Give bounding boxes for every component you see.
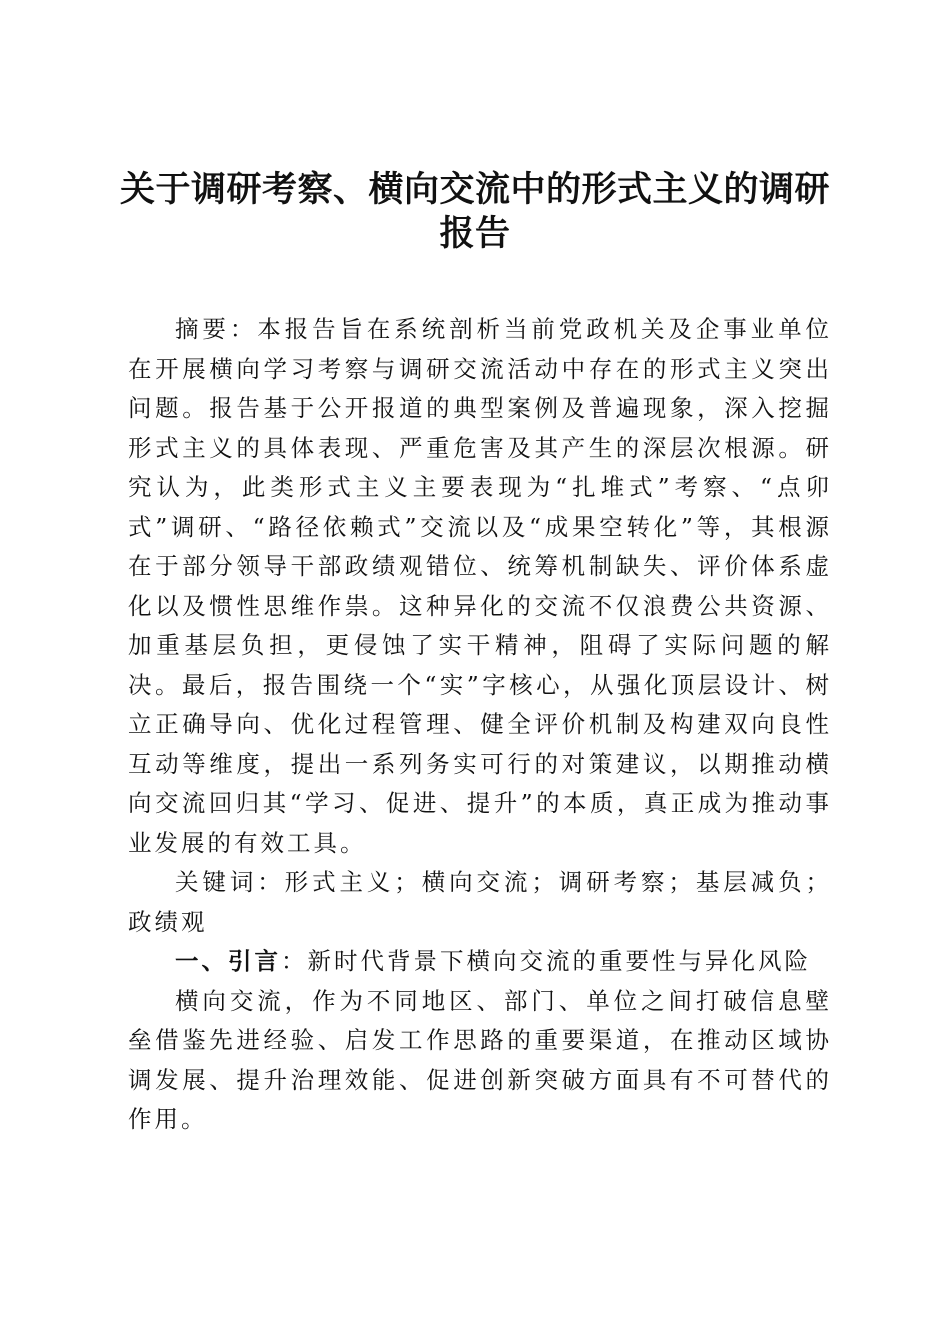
section-1-subtitle: ：新时代背景下横向交流的重要性与异化风险 [281, 947, 811, 975]
document-title [100, 168, 850, 256]
section-1-heading [128, 942, 832, 982]
section-1-label: 一、引言 [175, 947, 281, 975]
keywords-paragraph: 关键词：形式主义；横向交流；调研考察；基层减负；政绩观 [128, 868, 832, 936]
document-body [128, 310, 832, 1140]
section-1-paragraph: 横向交流，作为不同地区、部门、单位之间打破信息壁垒借鉴先进经验、启发工作思路的重要渠道，在推动区域协调发展、提升治理效能、促进创新突破方面具有不可替代的作用。 [128, 986, 832, 1133]
abstract-paragraph: 摘要：本报告旨在系统剖析当前党政机关及企事业单位在开展横向学习考察与调研交流活动中存在的形式主义突出问题。报告基于公开报道的典型案例及普遍现象，深入挖掘形式主义的具体表现、严重危害及其产生的深层次根源。研究认为，此类形式主义主要表现为“扎堆式”考察、“点卯式”调研、“路径依赖式”交流以及“成果空转化”等，其根源在于部分领导干部政绩观错位、统筹机制缺失、评价体系虚化以及惯性思维作祟。这种异化的交流不仅浪费公共资源、加重基层负担，更侵蚀了实干精神，阻碍了实际问题的解决。最后，报告围绕一个“实”字核心，从强化顶层设计、树立正确导向、优化过程管理、健全评价机制及构建双向良性互动等维度，提出一系列务实可行的对策建议，以期推动横向交流回归其“学习、促进、提升”的本质，真正成为推动事业发展的有效工具。 [128, 315, 832, 857]
title-line-2: 报告 [439, 213, 511, 254]
title-line-1: 关于调研考察、横向交流中的形式主义的调研 [119, 169, 830, 210]
